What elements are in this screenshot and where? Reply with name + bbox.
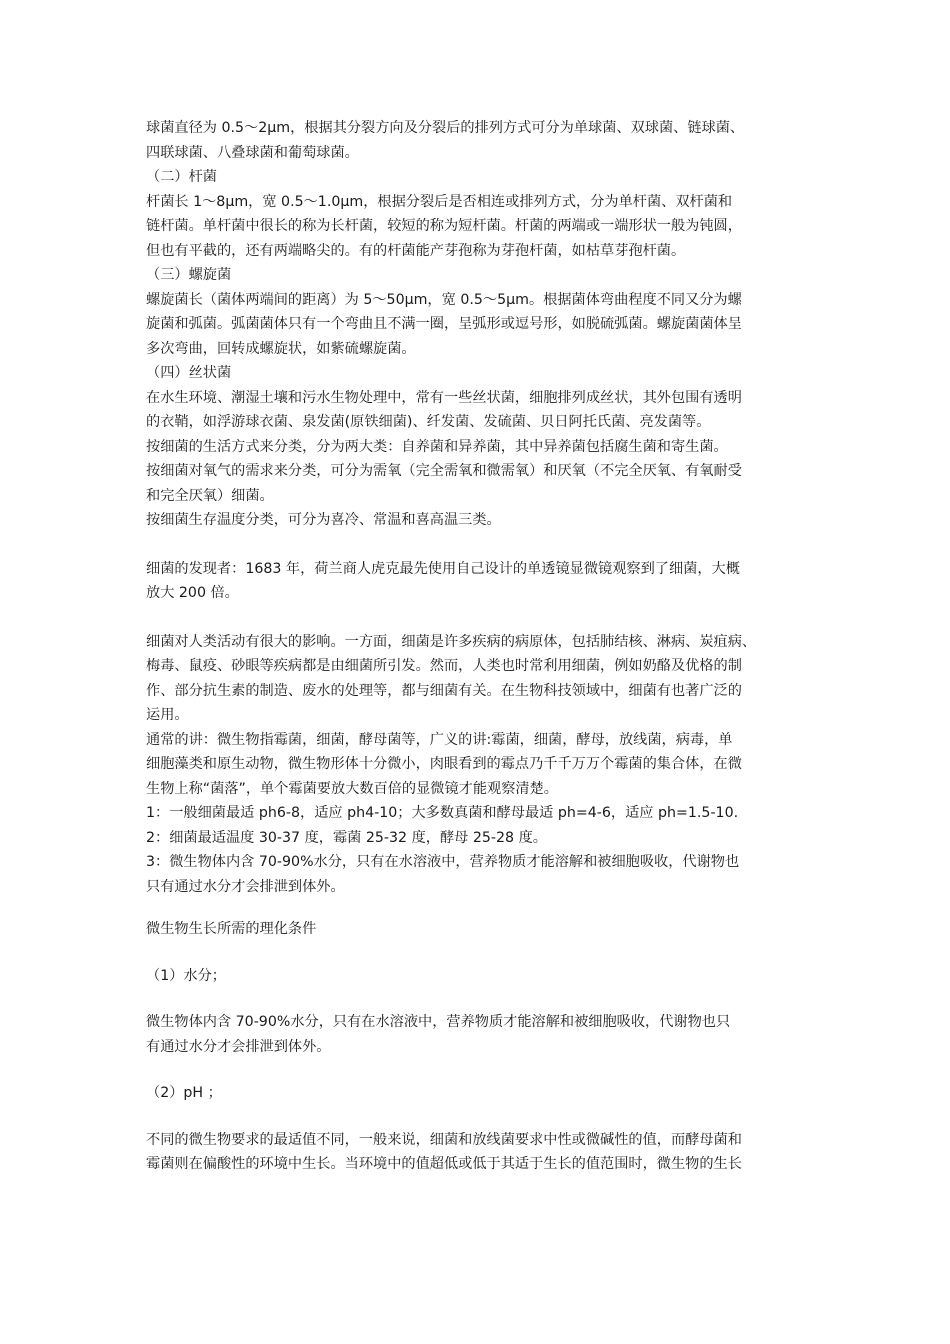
text-line: 螺旋菌长（菌体两端间的距离）为 5～50μm，宽 0.5～5μm。根据菌体弯曲程度不同又分为螺 [146, 291, 742, 308]
text-line: 在水生环境、潮湿土壤和污水生物处理中，常有一些丝状菌，细胞排列成丝状，其外包围有透明 [146, 389, 742, 406]
text-line: 旋菌和弧菌。弧菌菌体只有一个弯曲且不满一圈，呈弧形或逗号形，如脱硫弧菌。螺旋菌菌体呈 [146, 316, 742, 332]
section-heading: （四）丝状菌 [146, 365, 232, 381]
text-line: 只有通过水分才会排泄到体外。 [146, 878, 345, 895]
text-line: 运用。 [146, 707, 189, 723]
text-line: 2：细菌最适温度 30-37 度，霉菌 25-32 度，酵母 25-28 度。 [146, 829, 547, 846]
text-line: 放大 200 倍。 [146, 585, 239, 601]
text-line: 细菌的发现者：1683 年，荷兰商人虎克最先使用自己设计的单透镜显微镜观察到了细菌，大概 [146, 560, 740, 577]
text-line: 但也有平截的，还有两端略尖的。有的杆菌能产芽孢称为芽孢杆菌，如枯草芽孢杆菌。 [146, 242, 686, 259]
text-line: 按细菌对氧气的需求来分类，可分为需氧（完全需氧和微需氧）和厌氧（不完全厌氧、有氧耐受 [146, 463, 742, 479]
section-heading: 微生物生长所需的理化条件 [146, 921, 317, 937]
text-line: 链杆菌。单杆菌中很长的称为长杆菌，较短的称为短杆菌。杆菌的两端或一端形状一般为钝圆， [146, 218, 742, 234]
section-heading: （2）pH ； [146, 1085, 222, 1101]
section-heading: （三）螺旋菌 [146, 267, 232, 283]
section-heading: （二）杆菌 [146, 169, 217, 185]
text-line: 微生物体内含 70-90%水分，只有在水溶液中，营养物质才能溶解和被细胞吸收，代谢物也只 [146, 1014, 731, 1030]
text-line: 按细菌的生活方式来分类，分为两大类：自养菌和异养菌，其中异养菌包括腐生菌和寄生菌。 [146, 438, 728, 455]
text-line: 作、部分抗生素的制造、废水的处理等，都与细菌有关。在生物科技领域中，细菌有也著广泛的 [146, 682, 742, 699]
text-line: 不同的微生物要求的最适值不同，一般来说，细菌和放线菌要求中性或微碱性的值，而酵母菌和 [146, 1131, 742, 1148]
document-body [146, 116, 812, 1177]
text-line: 1：一般细菌最适 ph6-8，适应 ph4-10；大多数真菌和酵母最适 ph=4-6，适应 ph=1.5-10. [146, 805, 739, 821]
text-line: 杆菌长 1～8μm，宽 0.5～1.0μm，根据分裂后是否相连或排列方式，分为单杆菌、双杆菌和 [146, 193, 733, 210]
text-line: 按细菌生存温度分类，可分为喜冷、常温和喜高温三类。 [146, 512, 501, 528]
text-line: 通常的讲：微生物指霉菌，细菌，酵母菌等，广义的讲:霉菌，细菌，酵母，放线菌，病毒，单 [146, 731, 733, 748]
text-line: 生物上称“菌落”，单个霉菌要放大数百倍的显微镜才能观察清楚。 [146, 780, 558, 797]
text-line: 多次弯曲，回转成螺旋状，如紫硫螺旋菌。 [146, 340, 416, 357]
text-line: 和完全厌氧）细菌。 [146, 487, 274, 504]
text-line: 霉菌则在偏酸性的环境中生长。当环境中的值超低或低于其适于生长的值范围时，微生物的生长 [146, 1156, 742, 1172]
text-line: 3：微生物体内含 70-90%水分，只有在水溶液中，营养物质才能溶解和被细胞吸收，代谢物也 [146, 854, 740, 870]
text-line: 细胞藻类和原生动物，微生物形体十分微小，肉眼看到的霉点乃千千万万个霉菌的集合体，在微 [146, 756, 742, 772]
text-line: 梅毒、鼠疫、砂眼等疾病都是由细菌所引发。然而，人类也时常利用细菌，例如奶酪及优格的制 [146, 658, 742, 674]
section-heading: （1）水分； [146, 967, 226, 984]
text-line: 细菌对人类活动有很大的影响。一方面，细菌是许多疾病的病原体，包括肺结核、淋病、炭疽病、 [146, 633, 757, 650]
text-line: 球菌直径为 0.5～2μm，根据其分裂方向及分裂后的排列方式可分为单球菌、双球菌、链球菌、 [146, 120, 745, 136]
text-line: 有通过水分才会排泄到体外。 [146, 1038, 331, 1055]
text-line: 的衣鞘，如浮游球衣菌、泉发菌(原铁细菌)、纤发菌、发硫菌、贝日阿托氏菌、亮发菌等。 [146, 414, 711, 430]
text-line: 四联球菌、八叠球菌和葡萄球菌。 [146, 144, 359, 161]
